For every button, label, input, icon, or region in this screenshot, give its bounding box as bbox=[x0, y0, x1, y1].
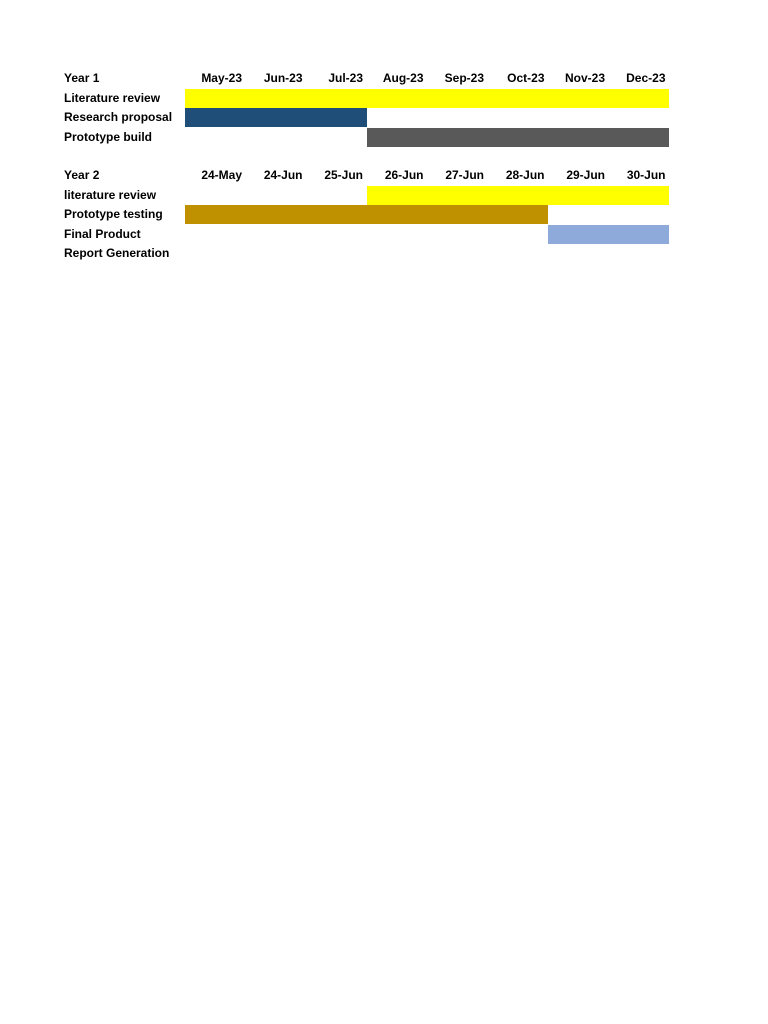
column-header: Nov-23 bbox=[564, 71, 605, 85]
task-bar bbox=[185, 108, 367, 127]
task-bar bbox=[548, 225, 669, 244]
task-label: Final Product bbox=[64, 226, 141, 241]
task-label: Prototype testing bbox=[64, 207, 163, 221]
column-header: Jun-23 bbox=[263, 71, 303, 85]
task-bar bbox=[367, 128, 670, 147]
block-heading: Year 2 bbox=[64, 168, 100, 182]
column-header: 29-Jun bbox=[566, 168, 605, 182]
column-header: 27-Jun bbox=[445, 168, 484, 182]
block-heading: Year 1 bbox=[64, 71, 100, 85]
column-header: 24-May bbox=[201, 168, 242, 182]
column-header: May-23 bbox=[201, 71, 242, 85]
column-header: Dec-23 bbox=[626, 71, 666, 85]
task-bar bbox=[185, 205, 548, 224]
task-label: Prototype build bbox=[64, 129, 152, 144]
column-header: 26-Jun bbox=[384, 168, 424, 182]
task-label: Research proposal bbox=[64, 110, 173, 124]
column-header: 28-Jun bbox=[505, 168, 545, 182]
task-bar bbox=[367, 186, 670, 205]
task-label: literature review bbox=[64, 187, 157, 202]
column-header: 25-Jun bbox=[324, 168, 363, 182]
column-header: Jul-23 bbox=[328, 71, 363, 85]
column-header: Oct-23 bbox=[507, 71, 545, 85]
task-label: Report Generation bbox=[64, 246, 170, 260]
column-header: Sep-23 bbox=[444, 71, 484, 85]
column-header: 24-Jun bbox=[263, 168, 303, 182]
column-header: Aug-23 bbox=[382, 71, 424, 85]
task-bar bbox=[185, 89, 669, 108]
column-header: 30-Jun bbox=[626, 168, 666, 182]
task-label: Literature review bbox=[64, 90, 161, 105]
